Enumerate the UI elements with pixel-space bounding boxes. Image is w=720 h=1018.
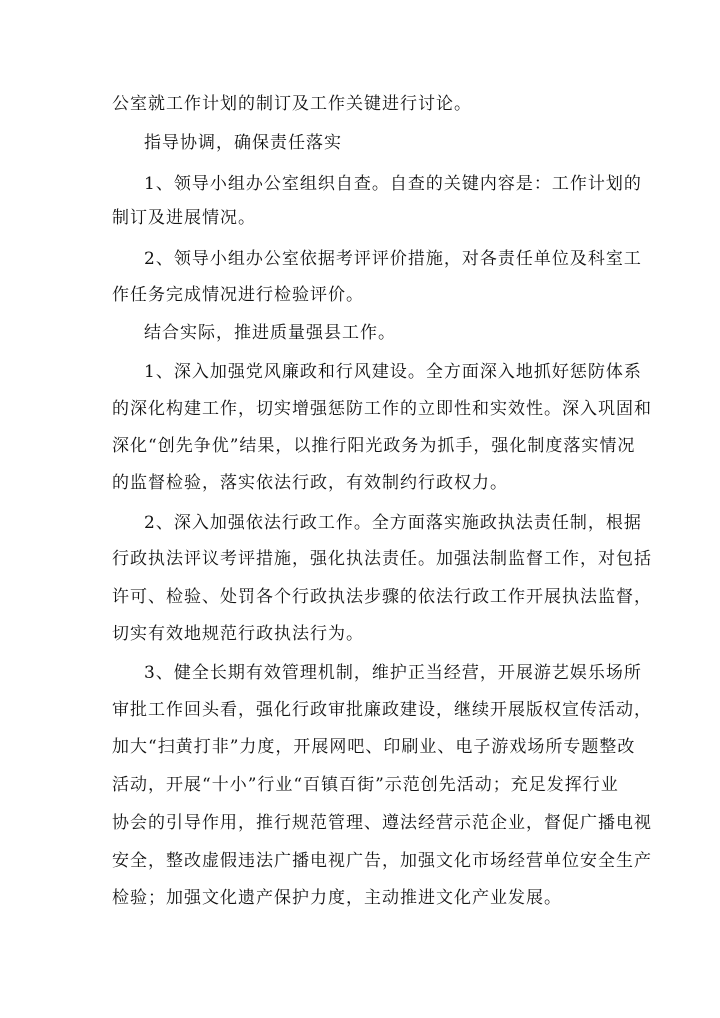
text-line: 加大“扫黄打非”力度，开展网吧、印刷业、电子游戏场所专题整改	[112, 737, 636, 757]
text-line: 审批工作回头看，强化行政审批廉政建设，继续开展版权宣传活动，	[112, 700, 652, 720]
text-line: 3、健全长期有效管理机制，维护正当经营，开展游艺娱乐场所	[144, 663, 642, 683]
text-line: 的监督检验，落实依法行政，有效制约行政权力。	[112, 473, 508, 493]
text-line: 检验；加强文化遗产保护力度，主动推进文化产业发展。	[112, 888, 562, 908]
text-line: 的深化构建工作，切实增强惩防工作的立即性和实效性。深入巩固和	[112, 399, 652, 419]
text-line: 深化“创先争优”结果，以推行阳光政务为抓手，强化制度落实情况	[112, 436, 636, 456]
text-line: 安全，整改虚假违法广播电视广告，加强文化市场经营单位安全生产	[112, 851, 652, 871]
section-heading: 结合实际，推进质量强县工作。	[144, 323, 396, 343]
text-line: 活动，开展“十小”行业“百镇百街”示范创先活动；充足发挥行业	[112, 775, 619, 795]
text-line: 1、领导小组办公室组织自查。自查的关键内容是：工作计划的	[144, 174, 642, 194]
text-line: 许可、检验、处罚各个行政执法步骤的依法行政工作开展执法监督，	[112, 587, 652, 607]
text-line: 制订及进展情况。	[112, 208, 256, 228]
section-heading: 指导协调，确保责任落实	[144, 133, 342, 153]
text-line: 作任务完成情况进行检验评价。	[112, 285, 364, 305]
text-line: 行政执法评议考评措施，强化执法责任。加强法制监督工作，对包括	[112, 549, 652, 569]
text-line: 协会的引导作用，推行规范管理、遵法经营示范企业，督促广播电视	[112, 813, 652, 833]
text-line: 2、深入加强依法行政工作。全方面落实施政执法责任制，根据	[144, 513, 642, 533]
text-line: 公室就工作计划的制订及工作关键进行讨论。	[112, 94, 472, 114]
text-line: 切实有效地规范行政执法行为。	[112, 624, 364, 644]
text-line: 2、领导小组办公室依据考评评价措施，对各责任单位及科室工	[144, 249, 642, 269]
text-line: 1、深入加强党风廉政和行风建设。全方面深入地抓好惩防体系	[144, 362, 642, 382]
